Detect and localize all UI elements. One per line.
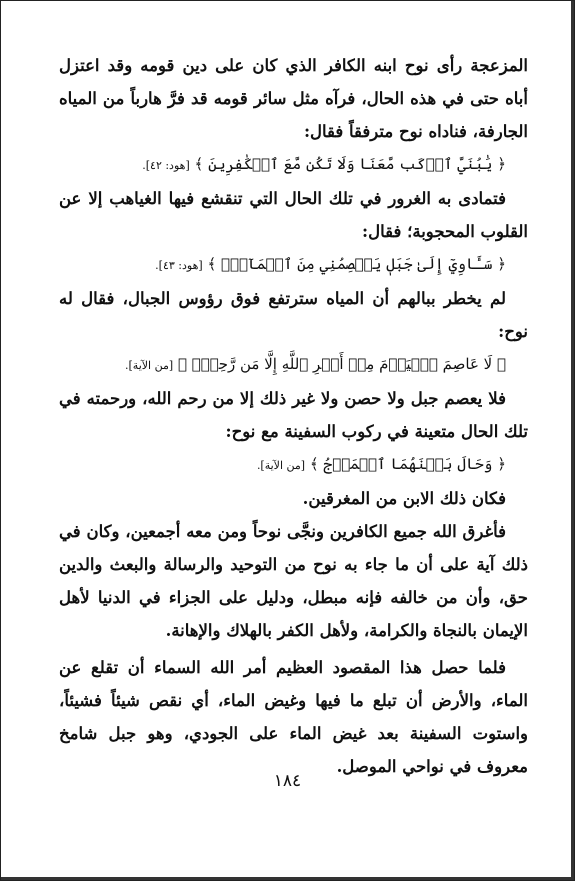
quran-verse xyxy=(59,448,506,482)
quran-verse xyxy=(59,248,506,282)
page-number: ١٨٤ xyxy=(273,771,302,791)
body-paragraph: فلما حصل هذا المقصود العظيم أمر الله السماء أن تقلع عن الماء، والأرض أن تبلع ما فيها وغيض الماء، أي نقص شيئاً فشيئاً، واستوت السفينة بعد غيض الماء على الجودي، وهو جبل شامخ معروف في نواحي الموصل. xyxy=(59,658,528,776)
body-paragraph: لم يخطر ببالهم أن المياه سترتفع فوق رؤوس الجبال، فقال له نوح: xyxy=(59,289,528,341)
quran-verse xyxy=(59,148,506,182)
verse-text: ﴿ وَحَالَ بَيۡنَهُمَا ٱلۡمَوۡجُ ﴾ xyxy=(309,455,506,473)
quran-verse xyxy=(59,348,506,382)
body-paragraph: فكان ذلك الابن من المغرقين. xyxy=(302,489,506,508)
body-paragraph: فلا يعصم جبل ولا حصن ولا غير ذلك إلا من رحم الله، ورحمته في تلك الحال متعينة في ركوب السفينة مع نوح: xyxy=(59,389,528,441)
verse-reference: [من الآية]. xyxy=(125,359,174,372)
body-paragraph: المزعجة رأى نوح ابنه الكافر الذي كان على دين قومه وقد اعتزل أباه حتى في هذه الحال، فرآه مثل سائر قومه قد فرَّ هارباً من المياه الجارفة، فناداه نوح مترفقاً فقال: xyxy=(59,56,528,141)
verse-text: ﴿ لَا عَاصِمَ ٱلۡيَوۡمَ مِنۡ أَمۡرِ ٱللَّهِ إِلَّا مَن رَّحِمَۚ ﴾ xyxy=(177,355,506,373)
verse-reference: [هود: ٤٢]. xyxy=(142,159,190,172)
verse-text: ﴿ يَٰبُنَيَّ ٱرۡكَب مَّعَنَا وَلَا تَكُن مَّعَ ٱلۡكَٰفِرِينَ ﴾ xyxy=(194,155,506,173)
verse-reference: [من الآية]. xyxy=(256,459,306,472)
verse-reference: [هود: ٤٣]. xyxy=(155,259,203,272)
body-paragraph: فأغرق الله جميع الكافرين ونجَّى نوحاً ومن معه أجمعين، وكان في ذلك آية على أن ما جاء به نوح من التوحيد والرسالة والبعث والدين حق، وأن من خالفه فإنه مبطل، ودليل على الجزاء في الدنيا لأهل الإيمان بالنجاة والكرامة، ولأهل الكفر بالهلاك والإهانة. xyxy=(59,522,528,640)
verse-text: ﴿ سَـَٔاوِيٓ إِلَىٰ جَبَلٖ يَعۡصِمُنِي مِنَ ٱلۡمَآءِۚ ﴾ xyxy=(207,255,506,273)
page-body xyxy=(59,49,528,783)
body-paragraph: فتمادى به الغرور في تلك الحال التي تنقشع فيها الغياهب إلا عن القلوب المحجوبة؛ فقال: xyxy=(59,189,528,241)
